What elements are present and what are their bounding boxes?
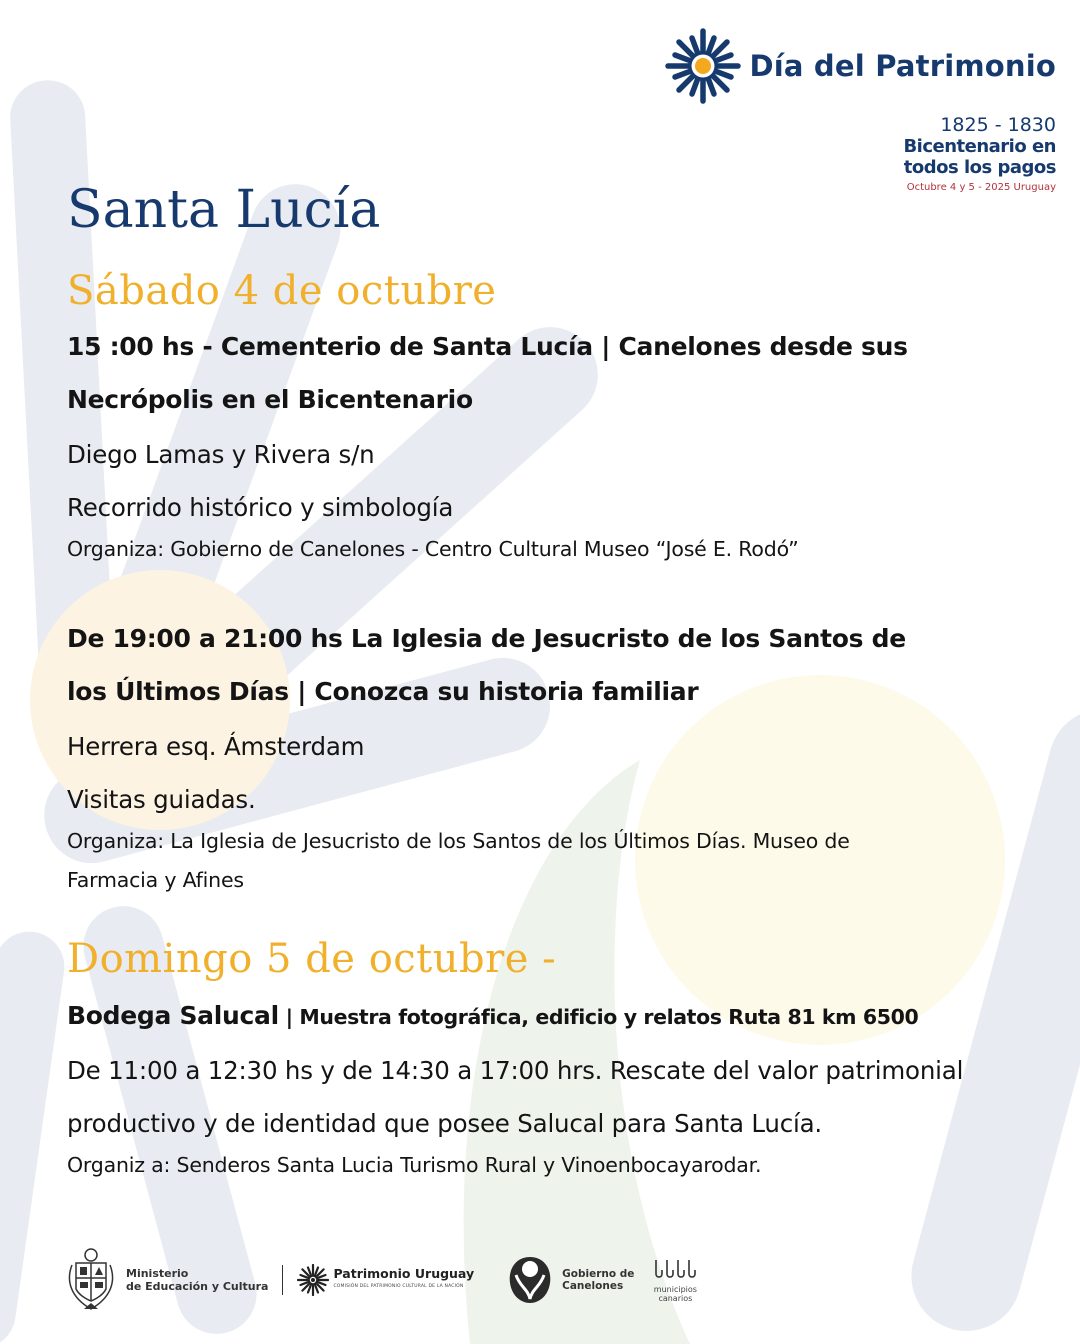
mec-line2: de Educación y Cultura <box>126 1280 269 1293</box>
event-organizer-line1: Organiza: La Iglesia de Jesucristo de los Santos de los Últimos Días. Museo de <box>67 829 850 853</box>
event-title-line1: De 19:00 a 21:00 hs La Iglesia de Jesucristo de los Santos de <box>67 624 906 653</box>
logo-tagline-2: todos los pagos <box>903 157 1056 178</box>
page-title: Santa Lucía <box>67 180 381 240</box>
dia-del-patrimonio-logo <box>665 28 1056 193</box>
event-description: Visitas guiadas. <box>67 785 256 814</box>
sun-icon <box>665 28 741 104</box>
logo-years: 1825 - 1830 <box>940 114 1056 136</box>
canelones-line1: Gobierno de <box>562 1268 635 1280</box>
event-title-bold: Bodega Salucal <box>67 1001 279 1030</box>
footer-logos <box>64 1244 698 1316</box>
logo-tagline-1: Bicentenario en <box>903 136 1056 157</box>
footer-separator <box>282 1265 283 1295</box>
patrimonio-subtitle: COMISIÓN DEL PATRIMONIO CULTURAL DE LA NACIÓN <box>333 1284 464 1289</box>
event-organizer-line2: Farmacia y Afines <box>67 868 244 892</box>
canelones-logo-text <box>562 1268 634 1292</box>
municipios-canarios-logo <box>652 1258 698 1303</box>
event-description: Recorrido histórico y simbología <box>67 493 454 522</box>
event-title-rest: | Muestra fotográfica, edificio y relatos Ruta 81 km 6500 <box>278 1005 919 1029</box>
event-description-line1: De 11:00 a 12:30 hs y de 14:30 a 17:00 hrs. Rescate del valor patrimonial <box>67 1056 964 1085</box>
day-heading-saturday: Sábado 4 de octubre <box>67 268 497 314</box>
event-title-line1: 15 :00 hs - Cementerio de Santa Lucía | Canelones desde sus <box>67 332 908 361</box>
event-description-line2: productivo y de identidad que posee Salucal para Santa Lucía. <box>67 1109 823 1138</box>
mec-line1: Ministerio <box>126 1267 189 1280</box>
event-title <box>67 1001 918 1030</box>
canelones-line2: Canelones <box>562 1280 624 1292</box>
event-title-line2: Necrópolis en el Bicentenario <box>67 385 473 414</box>
municipios-figures-icon <box>652 1258 698 1280</box>
canelones-logo-icon <box>508 1255 552 1305</box>
event-organizer: Organiza: Gobierno de Canelones - Centro Cultural Museo “José E. Rodó” <box>67 537 799 561</box>
event-organizer: Organiz a: Senderos Santa Lucia Turismo Rural y Vinoenbocayarodar. <box>67 1153 762 1177</box>
day-heading-sunday: Domingo 5 de octubre - <box>67 936 557 982</box>
municipios-line2: canarios <box>658 1293 693 1303</box>
uruguay-coat-of-arms-icon <box>64 1245 118 1315</box>
event-address: Herrera esq. Ámsterdam <box>67 732 365 761</box>
patrimonio-title: Patrimonio Uruguay <box>333 1266 475 1281</box>
logo-date: Octubre 4 y 5 - 2025 Uruguay <box>906 182 1056 193</box>
patrimonio-uruguay-logo-text <box>333 1267 474 1293</box>
mec-logo-text <box>126 1267 268 1293</box>
event-title-line2: los Últimos Días | Conozca su historia familiar <box>67 677 699 706</box>
municipios-line1: municipios <box>653 1284 697 1294</box>
logo-title: Día del Patrimonio <box>749 49 1056 83</box>
event-address: Diego Lamas y Rivera s/n <box>67 440 375 469</box>
patrimonio-sun-icon <box>297 1264 329 1296</box>
